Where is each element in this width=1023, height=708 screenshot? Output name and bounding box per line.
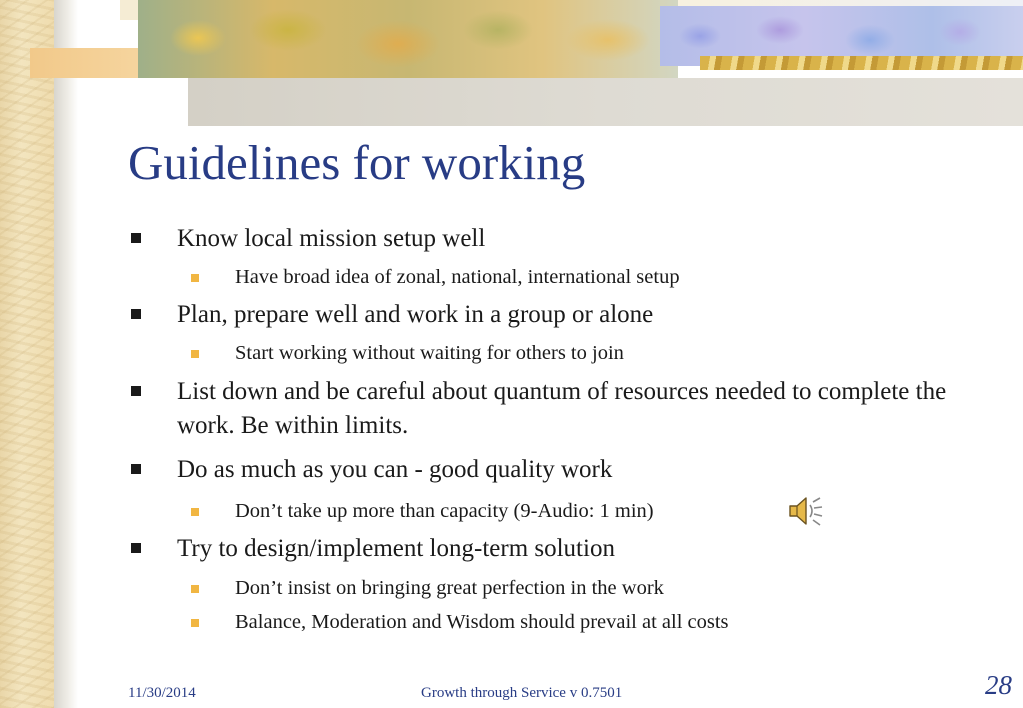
bullet-item bbox=[177, 222, 485, 256]
sub-bullet-item bbox=[235, 498, 654, 524]
bullet-text: List down and be careful about quantum of resources needed to complete the work. Be within limits. bbox=[177, 378, 947, 439]
sub-bullet-item bbox=[235, 609, 729, 635]
footer-title: Growth through Service v 0.7501 bbox=[421, 685, 623, 701]
sub-bullet-item bbox=[235, 340, 624, 366]
square-bullet-icon bbox=[131, 464, 141, 474]
sub-bullet-item bbox=[235, 575, 664, 601]
square-bullet-icon bbox=[191, 585, 199, 593]
square-bullet-icon bbox=[191, 274, 199, 282]
bullet-item bbox=[177, 532, 615, 566]
sub-bullet-text: Have broad idea of zonal, national, international setup bbox=[235, 266, 680, 288]
sub-bullet-text: Don’t take up more than capacity (9-Audio: 1 min) bbox=[235, 500, 654, 522]
bullet-item bbox=[177, 375, 997, 443]
bullet-text: Try to design/implement long-term solution bbox=[177, 535, 615, 562]
sub-bullet-text: Balance, Moderation and Wisdom should prevail at all costs bbox=[235, 611, 729, 633]
bullet-text: Plan, prepare well and work in a group or alone bbox=[177, 301, 654, 328]
bullet-text: Do as much as you can - good quality work bbox=[177, 456, 613, 483]
square-bullet-icon bbox=[131, 543, 141, 553]
square-bullet-icon bbox=[131, 309, 141, 319]
square-bullet-icon bbox=[191, 350, 199, 358]
slide-title: Guidelines for working bbox=[128, 135, 586, 190]
sub-bullet-item bbox=[235, 264, 680, 290]
speaker-icon[interactable] bbox=[784, 492, 826, 530]
bullet-text: Know local mission setup well bbox=[177, 225, 486, 252]
square-bullet-icon bbox=[131, 386, 141, 396]
sub-bullet-text: Start working without waiting for others to join bbox=[235, 342, 624, 364]
sub-bullet-text: Don’t insist on bringing great perfection in the work bbox=[235, 577, 664, 599]
square-bullet-icon bbox=[191, 508, 199, 516]
footer-date: 11/30/2014 bbox=[128, 685, 196, 701]
bullet-item bbox=[177, 298, 653, 332]
square-bullet-icon bbox=[131, 233, 141, 243]
square-bullet-icon bbox=[191, 619, 199, 627]
page-number: 28 bbox=[985, 670, 1012, 700]
bullet-item bbox=[177, 453, 612, 487]
